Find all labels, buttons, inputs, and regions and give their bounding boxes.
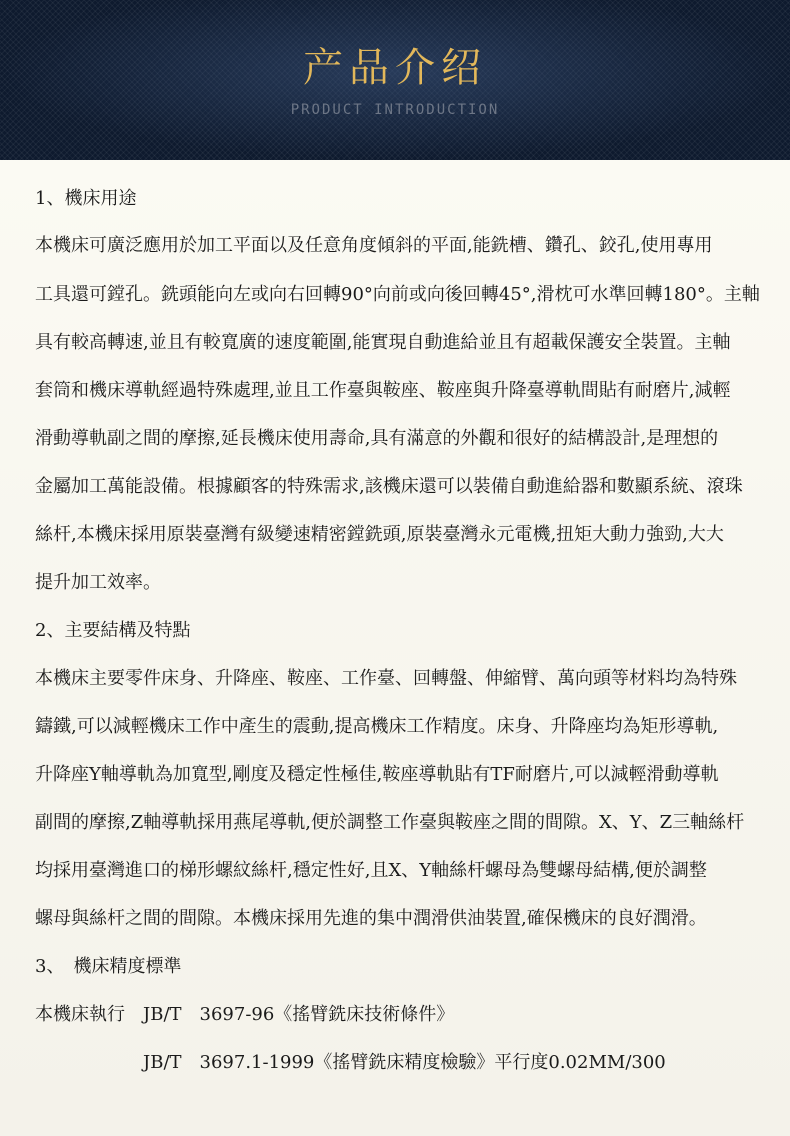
body-line: 本機床可廣泛應用於加工平面以及任意角度傾斜的平面,能銑槽、鑽孔、鉸孔,使用專用 xyxy=(35,235,713,256)
body-line: 提升加工效率。 xyxy=(35,572,161,593)
body-line: 升降座Y軸導軌為加寬型,剛度及穩定性極佳,鞍座導軌貼有TF耐磨片,可以減輕滑動導軌 xyxy=(35,764,719,785)
body-line: 均採用臺灣進口的梯形螺紋絲杆,穩定性好,且X、Y軸絲杆螺母為雙螺母結構,便於調整 xyxy=(35,860,707,881)
body-line: 螺母與絲杆之間的間隙。本機床採用先進的集中潤滑供油裝置,確保機床的良好潤滑。 xyxy=(35,908,707,929)
body-line: 工具還可鏜孔。銑頭能向左或向右回轉90°向前或向後回轉45°,滑枕可水準回轉180°。主軸 xyxy=(35,284,760,305)
body-line: 鑄鐵,可以減輕機床工作中產生的震動,提高機床工作精度。床身、升降座均為矩形導軌, xyxy=(35,716,719,737)
section-heading-structure: 2、主要結構及特點 xyxy=(35,620,191,641)
body-line: 本機床執行 JB/T 3697-96《搖臂銑床技術條件》 xyxy=(35,1004,455,1025)
page-subtitle: PRODUCT INTRODUCTION xyxy=(290,102,500,118)
page-title: 产品介绍 xyxy=(303,45,487,91)
header-banner xyxy=(0,0,790,160)
body-line: 套筒和機床導軌經過特殊處理,並且工作臺與鞍座、鞍座與升降臺導軌間貼有耐磨片,減輕 xyxy=(35,380,731,401)
section-heading-precision: 3、 機床精度標準 xyxy=(35,956,182,977)
section-heading-usage: 1、機床用途 xyxy=(35,188,137,209)
body-line: 絲杆,本機床採用原裝臺灣有級變速精密鏜銑頭,原裝臺灣永元電機,扭矩大動力強勁,大大 xyxy=(35,524,724,545)
body-line: JB/T 3697.1-1999《搖臂銑床精度檢驗》平行度0.02MM/300 xyxy=(143,1052,666,1073)
body-line: 副間的摩擦,Z軸導軌採用燕尾導軌,便於調整工作臺與鞍座之間的間隙。X、Y、Z三軸絲杆 xyxy=(35,812,745,833)
body-line: 本機床主要零件床身、升降座、鞍座、工作臺、回轉盤、伸縮臂、萬向頭等材料均為特殊 xyxy=(35,668,737,689)
body-line: 金屬加工萬能設備。根據顧客的特殊需求,該機床還可以裝備自動進給器和數顯系統、滾珠 xyxy=(35,476,743,497)
body-line: 滑動導軌副之間的摩擦,延長機床使用壽命,具有滿意的外觀和很好的結構設計,是理想的 xyxy=(35,428,719,449)
body-line: 具有較高轉速,並且有較寬廣的速度範圍,能實現自動進給並且有超載保護安全裝置。主軸 xyxy=(35,332,731,353)
